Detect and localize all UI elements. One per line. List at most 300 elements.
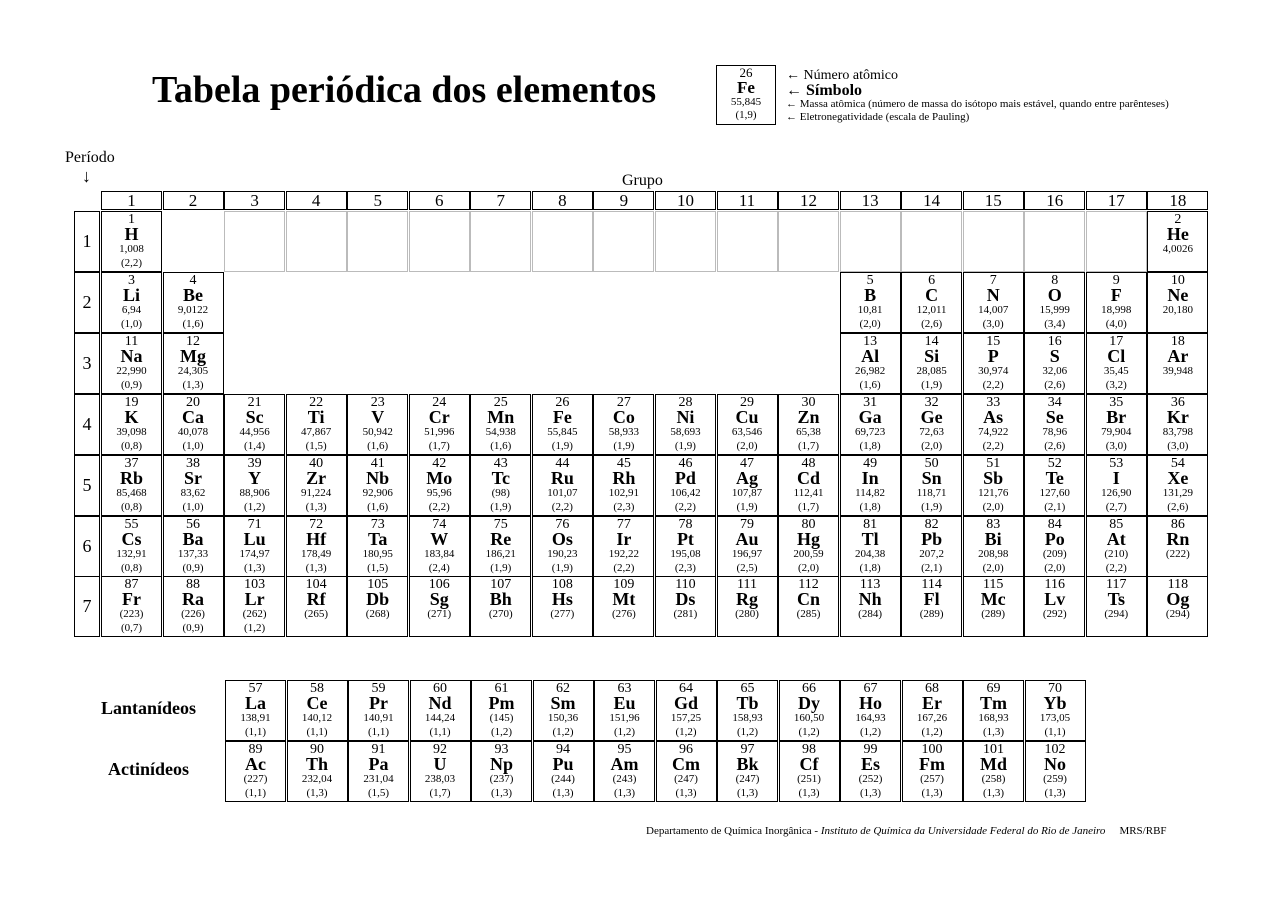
element-cell-pa [348, 741, 409, 802]
group-header-1: 1 [101, 191, 162, 210]
atomic-mass: (268) [365, 608, 390, 621]
element-cell-pd [655, 455, 716, 516]
period-number-7: 7 [74, 576, 100, 637]
element-cell-cu [717, 394, 778, 455]
element-symbol: Rg [736, 589, 758, 610]
element-symbol: Er [922, 693, 942, 713]
atomic-number: 116 [1044, 577, 1065, 593]
atomic-mass: 160,50 [793, 712, 825, 724]
atomic-number: 50 [924, 455, 939, 471]
atomic-mass: 180,95 [362, 547, 393, 560]
atomic-number: 10 [1170, 272, 1185, 288]
electronegativity: (1,1) [244, 787, 267, 799]
legend-atomic-number: 26 [739, 65, 753, 80]
element-symbol: Ir [616, 528, 632, 549]
atomic-number: 66 [802, 681, 816, 696]
element-cell-ga [840, 394, 901, 455]
empty-cell [593, 211, 654, 272]
electronegativity: (1,1) [367, 726, 390, 738]
atomic-number: 103 [244, 577, 266, 593]
element-cell-mo [409, 455, 470, 516]
atomic-mass: 158,93 [732, 712, 763, 724]
electronegativity: (1,8) [859, 561, 881, 574]
atomic-number: 90 [310, 742, 324, 757]
group-header-16: 16 [1024, 191, 1085, 210]
electronegativity: (1,2) [921, 726, 943, 738]
atomic-mass: 1,008 [119, 243, 144, 255]
element-cell-c [901, 272, 962, 333]
element-cell-fl [901, 576, 962, 637]
period-number-1: 1 [74, 211, 100, 272]
electronegativity: (1,2) [244, 622, 266, 635]
electronegativity: (1,3) [305, 500, 327, 513]
atomic-number: 53 [1109, 455, 1124, 471]
element-cell-pb [901, 516, 962, 577]
atomic-mass: 20,180 [1162, 303, 1193, 316]
atomic-number: 7 [989, 272, 997, 288]
element-cell-am [594, 741, 655, 802]
element-cell-be [163, 272, 224, 333]
electronegativity: (2,2) [120, 257, 143, 269]
atomic-number: 78 [678, 516, 693, 532]
element-cell-yb [1025, 680, 1086, 741]
electronegativity: (1,1) [306, 726, 328, 738]
electronegativity: (4,0) [1105, 317, 1127, 330]
footer-authors: MRS/RBF [1119, 825, 1167, 837]
element-symbol: Y [248, 467, 262, 488]
element-cell-s [1024, 333, 1085, 394]
atomic-number: 33 [986, 394, 1001, 410]
electronegativity: (0,7) [120, 622, 143, 635]
electronegativity: (1,7) [798, 439, 820, 452]
element-symbol: Zr [306, 467, 327, 488]
atomic-mass: (258) [981, 773, 1006, 785]
atomic-number: 65 [740, 681, 755, 696]
electronegativity: (3,0) [982, 317, 1004, 330]
down-arrow-icon: ↓ [82, 166, 91, 186]
group-header-8: 8 [532, 191, 593, 210]
element-cell-ts [1086, 576, 1147, 637]
atomic-number: 64 [679, 681, 693, 696]
atomic-number: 67 [863, 681, 878, 696]
element-symbol: Tl [861, 528, 879, 549]
atomic-mass: 192,22 [608, 547, 640, 560]
empty-cell [655, 211, 716, 272]
electronegativity: (1,3) [736, 787, 759, 799]
element-symbol: Ru [550, 467, 574, 488]
element-cell-v [347, 394, 408, 455]
atomic-mass: 196,97 [731, 547, 763, 560]
group-header-13: 13 [840, 191, 901, 210]
atomic-number: 87 [124, 577, 139, 593]
element-cell-rh [593, 455, 654, 516]
atomic-mass: 58,693 [670, 425, 701, 438]
electronegativity: (2,6) [1167, 500, 1189, 513]
element-symbol: Sn [921, 467, 942, 488]
element-cell-kr [1147, 394, 1208, 455]
element-symbol: Re [490, 528, 512, 549]
element-symbol: Tb [736, 693, 759, 713]
electronegativity: (2,1) [1044, 500, 1066, 513]
atomic-number: 8 [1051, 272, 1059, 288]
element-cell-tb [717, 680, 778, 741]
atomic-mass: 63,546 [731, 425, 763, 438]
atomic-number: 59 [371, 681, 386, 696]
group-header-18: 18 [1147, 191, 1208, 210]
element-symbol: F [1110, 284, 1122, 305]
element-cell-mg [163, 333, 224, 394]
electronegativity: (0,8) [120, 561, 143, 574]
atomic-mass: 88,906 [239, 486, 270, 499]
atomic-number: 104 [305, 577, 327, 593]
atomic-mass: 92,906 [362, 486, 393, 499]
atomic-number: 42 [432, 455, 447, 471]
electronegativity: (2,0) [1044, 561, 1066, 574]
element-symbol: Og [1166, 589, 1190, 610]
element-symbol: Fe [552, 406, 572, 427]
atomic-number: 20 [186, 394, 201, 410]
electronegativity: (2,0) [982, 500, 1004, 513]
atomic-number: 27 [616, 394, 631, 410]
element-symbol: V [371, 406, 385, 427]
element-symbol: Cn [797, 589, 821, 610]
atomic-number: 114 [921, 577, 942, 593]
atomic-mass: (285) [796, 608, 821, 621]
element-cell-gd [656, 680, 717, 741]
element-cell-ar [1147, 333, 1208, 394]
electronegativity: (1,2) [613, 726, 636, 738]
atomic-mass: 51,996 [424, 425, 455, 438]
electronegativity: (2,5) [736, 561, 758, 574]
electronegativity: (1,1) [1044, 726, 1066, 738]
element-cell-si [901, 333, 962, 394]
electronegativity: (2,2) [613, 561, 635, 574]
element-symbol: Cu [735, 406, 759, 427]
element-cell-nd [410, 680, 471, 741]
element-symbol: Nh [858, 589, 882, 610]
atomic-mass: (98) [491, 486, 510, 499]
atomic-number: 32 [924, 394, 939, 410]
atomic-number: 89 [248, 742, 263, 757]
element-symbol: Db [366, 589, 390, 610]
atomic-mass: 69,723 [854, 425, 886, 438]
electronegativity: (1,5) [305, 439, 327, 452]
empty-cell [1024, 211, 1085, 272]
element-cell-cf [779, 741, 840, 802]
atomic-mass: 150,36 [547, 712, 579, 724]
electronegativity: (1,9) [551, 561, 573, 574]
atomic-number: 117 [1106, 577, 1127, 593]
atomic-mass: 101,07 [547, 486, 578, 499]
element-symbol: Mo [426, 467, 453, 488]
atomic-number: 39 [247, 455, 262, 471]
atomic-mass: 35,45 [1103, 364, 1129, 377]
element-symbol: Ac [245, 754, 266, 774]
element-symbol: Rh [612, 467, 636, 488]
atomic-number: 84 [1047, 516, 1062, 532]
atomic-mass: 144,24 [424, 712, 456, 724]
group-header-5: 5 [347, 191, 408, 210]
atomic-number: 2 [1174, 212, 1182, 227]
atomic-number: 21 [247, 394, 262, 410]
element-cell-md [963, 741, 1024, 802]
element-symbol: Tc [491, 467, 510, 488]
element-cell-at [1086, 516, 1147, 577]
atomic-mass: 10,81 [857, 303, 883, 316]
element-cell-la [225, 680, 286, 741]
atomic-mass: 157,25 [670, 712, 702, 724]
atomic-number: 36 [1170, 394, 1185, 410]
element-symbol: Ar [1167, 345, 1189, 366]
element-symbol: Cm [672, 754, 700, 774]
element-symbol: B [864, 284, 877, 305]
element-cell-er [902, 680, 963, 741]
atomic-mass: 238,03 [424, 773, 456, 785]
electronegativity: (1,7) [798, 500, 820, 513]
electronegativity: (0,9) [182, 622, 204, 635]
element-cell-tl [840, 516, 901, 577]
element-cell-h [101, 211, 162, 272]
empty-cell [901, 211, 962, 272]
atomic-mass: 15,999 [1039, 303, 1070, 316]
atomic-number: 93 [494, 742, 509, 757]
atomic-number: 40 [309, 455, 324, 471]
atomic-number: 106 [428, 577, 450, 593]
element-symbol: Bh [489, 589, 512, 610]
footer [646, 825, 1167, 837]
atomic-number: 25 [493, 394, 508, 410]
electronegativity: (1,7) [429, 787, 451, 799]
atomic-number: 68 [925, 681, 939, 696]
element-cell-ti [286, 394, 347, 455]
element-cell-nb [347, 455, 408, 516]
electronegativity: (1,3) [552, 787, 574, 799]
legend-line-atomic-number: ← Número atômico [786, 68, 898, 83]
atomic-mass: 140,91 [363, 712, 394, 724]
atomic-number: 15 [986, 333, 1001, 349]
element-symbol: Se [1045, 406, 1064, 427]
atomic-number: 58 [310, 681, 324, 696]
atomic-number: 107 [490, 577, 512, 593]
atomic-mass: 127,60 [1039, 486, 1070, 499]
element-symbol: No [1044, 754, 1066, 774]
electronegativity: (2,0) [859, 317, 881, 330]
atomic-mass: 190,23 [547, 547, 578, 560]
element-cell-re [470, 516, 531, 577]
electronegativity: (2,6) [1044, 439, 1066, 452]
atomic-number: 112 [798, 577, 819, 593]
atomic-number: 61 [494, 681, 509, 696]
element-symbol: Pr [369, 693, 388, 713]
electronegativity: (1,6) [490, 439, 512, 452]
atomic-number: 13 [863, 333, 878, 349]
group-header-3: 3 [224, 191, 285, 210]
element-cell-co [593, 394, 654, 455]
electronegativity: (2,3) [674, 561, 696, 574]
element-cell-rf [286, 576, 347, 637]
atomic-mass: (289) [981, 608, 1006, 621]
electronegativity: (1,3) [859, 787, 882, 799]
electronegativity: (1,3) [490, 787, 513, 799]
element-cell-dy [779, 680, 840, 741]
atomic-number: 35 [1109, 394, 1124, 410]
atomic-number: 3 [128, 272, 135, 288]
group-axis-label: Grupo [622, 172, 663, 189]
period-number-4: 4 [74, 394, 100, 455]
electronegativity: (0,9) [120, 378, 143, 391]
empty-cell [717, 211, 778, 272]
element-symbol: Sb [983, 467, 1004, 488]
group-header-9: 9 [593, 191, 654, 210]
empty-cell [1086, 211, 1147, 272]
element-cell-cr [409, 394, 470, 455]
element-cell-cd [778, 455, 839, 516]
element-cell-cm [656, 741, 717, 802]
atomic-mass: (294) [1104, 608, 1129, 621]
element-cell-ta [347, 516, 408, 577]
atomic-number: 56 [186, 516, 201, 532]
electronegativity: (1,9) [490, 500, 512, 513]
element-cell-o [1024, 272, 1085, 333]
group-header-4: 4 [286, 191, 347, 210]
element-cell-tc [470, 455, 531, 516]
electronegativity: (1,3) [182, 378, 204, 391]
atomic-number: 62 [556, 681, 570, 696]
element-symbol: Fl [923, 589, 940, 610]
atomic-number: 108 [551, 577, 573, 593]
atomic-mass: 167,26 [916, 712, 948, 724]
atomic-mass: 121,76 [978, 486, 1009, 499]
electronegativity: (2,7) [1105, 500, 1127, 513]
element-cell-sb [963, 455, 1024, 516]
atomic-number: 4 [189, 272, 197, 288]
atomic-number: 17 [1109, 333, 1124, 349]
element-cell-bk [717, 741, 778, 802]
element-symbol: Ni [676, 406, 695, 427]
element-symbol: Sg [429, 589, 449, 610]
atomic-number: 63 [617, 681, 632, 696]
element-symbol: Si [924, 345, 940, 366]
atomic-mass: 200,59 [793, 547, 824, 560]
element-symbol: Mn [487, 406, 515, 427]
element-cell-np [471, 741, 532, 802]
element-symbol: Lu [243, 528, 266, 549]
atomic-number: 29 [740, 394, 754, 410]
atomic-number: 48 [801, 455, 816, 471]
atomic-number: 105 [367, 577, 389, 593]
electronegativity: (1,5) [367, 787, 390, 799]
element-symbol: Gd [673, 693, 698, 713]
element-symbol: Ce [306, 693, 328, 713]
atomic-mass: (262) [242, 608, 267, 621]
atomic-number: 28 [678, 394, 693, 410]
atomic-mass: 178,49 [301, 547, 332, 560]
element-cell-li [101, 272, 162, 333]
element-cell-bh [470, 576, 531, 637]
atomic-number: 113 [859, 577, 881, 593]
element-symbol: Yb [1043, 693, 1067, 713]
element-cell-b [840, 272, 901, 333]
atomic-mass: 114,82 [855, 486, 886, 499]
element-cell-te [1024, 455, 1085, 516]
atomic-mass: (243) [612, 773, 637, 785]
element-cell-ds [655, 576, 716, 637]
atomic-number: 76 [555, 516, 570, 532]
atomic-mass: 232,04 [301, 773, 333, 785]
element-cell-rb [101, 455, 162, 516]
element-cell-po [1024, 516, 1085, 577]
element-symbol: P [987, 345, 999, 366]
element-cell-lr [224, 576, 285, 637]
legend-line-electronegativity: ← Eletronegatividade (escala de Pauling) [786, 111, 970, 123]
element-symbol: Al [861, 345, 880, 366]
atomic-mass: 183,84 [424, 547, 455, 560]
element-symbol: Fr [122, 589, 141, 610]
electronegativity: (2,2) [1105, 561, 1127, 574]
element-cell-ni [655, 394, 716, 455]
element-cell-tm [963, 680, 1024, 741]
element-symbol: I [1112, 467, 1120, 488]
element-symbol: Pd [674, 467, 696, 488]
atomic-number: 118 [1167, 577, 1189, 593]
element-cell-ce [287, 680, 348, 741]
electronegativity: (0,8) [120, 500, 143, 513]
atomic-number: 44 [555, 455, 570, 471]
atomic-mass: 168,93 [978, 712, 1009, 724]
element-cell-lu [224, 516, 285, 577]
element-symbol: C [925, 284, 939, 305]
element-symbol: Os [551, 528, 573, 549]
electronegativity: (2,0) [921, 439, 943, 452]
atomic-number: 5 [866, 272, 874, 288]
element-symbol: Ts [1107, 589, 1125, 610]
element-symbol: Ne [1167, 284, 1189, 305]
electronegativity: (2,2) [551, 500, 573, 513]
atomic-mass: (145) [489, 712, 514, 724]
element-symbol: Ca [182, 406, 205, 427]
element-symbol: Sr [184, 467, 203, 488]
element-cell-ba [163, 516, 224, 577]
atomic-mass: 26,982 [854, 364, 886, 377]
element-symbol: W [430, 528, 449, 549]
electronegativity: (1,3) [982, 787, 1005, 799]
atomic-number: 60 [433, 681, 447, 696]
atomic-number: 86 [1170, 516, 1185, 532]
element-symbol: Sm [550, 693, 576, 713]
atomic-mass: 18,998 [1101, 303, 1132, 316]
atomic-mass: (276) [611, 608, 636, 621]
atomic-number: 43 [493, 455, 508, 471]
element-symbol: Be [183, 284, 204, 305]
atomic-mass: 231,04 [363, 773, 394, 785]
group-header-10: 10 [655, 191, 716, 210]
element-symbol: Co [612, 406, 635, 427]
element-symbol: Tm [980, 693, 1007, 713]
atomic-number: 11 [124, 333, 139, 349]
atomic-mass: 195,08 [670, 547, 701, 560]
element-symbol: Cl [1107, 345, 1126, 366]
atomic-mass: 132,91 [116, 547, 147, 560]
element-cell-sg [409, 576, 470, 637]
atomic-mass: (251) [797, 773, 821, 785]
atomic-number: 52 [1047, 455, 1062, 471]
atomic-number: 82 [924, 516, 939, 532]
atomic-number: 71 [247, 516, 262, 532]
element-cell-sr [163, 455, 224, 516]
atomic-number: 110 [675, 577, 696, 593]
electronegativity: (2,2) [674, 500, 696, 513]
atomic-number: 45 [616, 455, 631, 471]
